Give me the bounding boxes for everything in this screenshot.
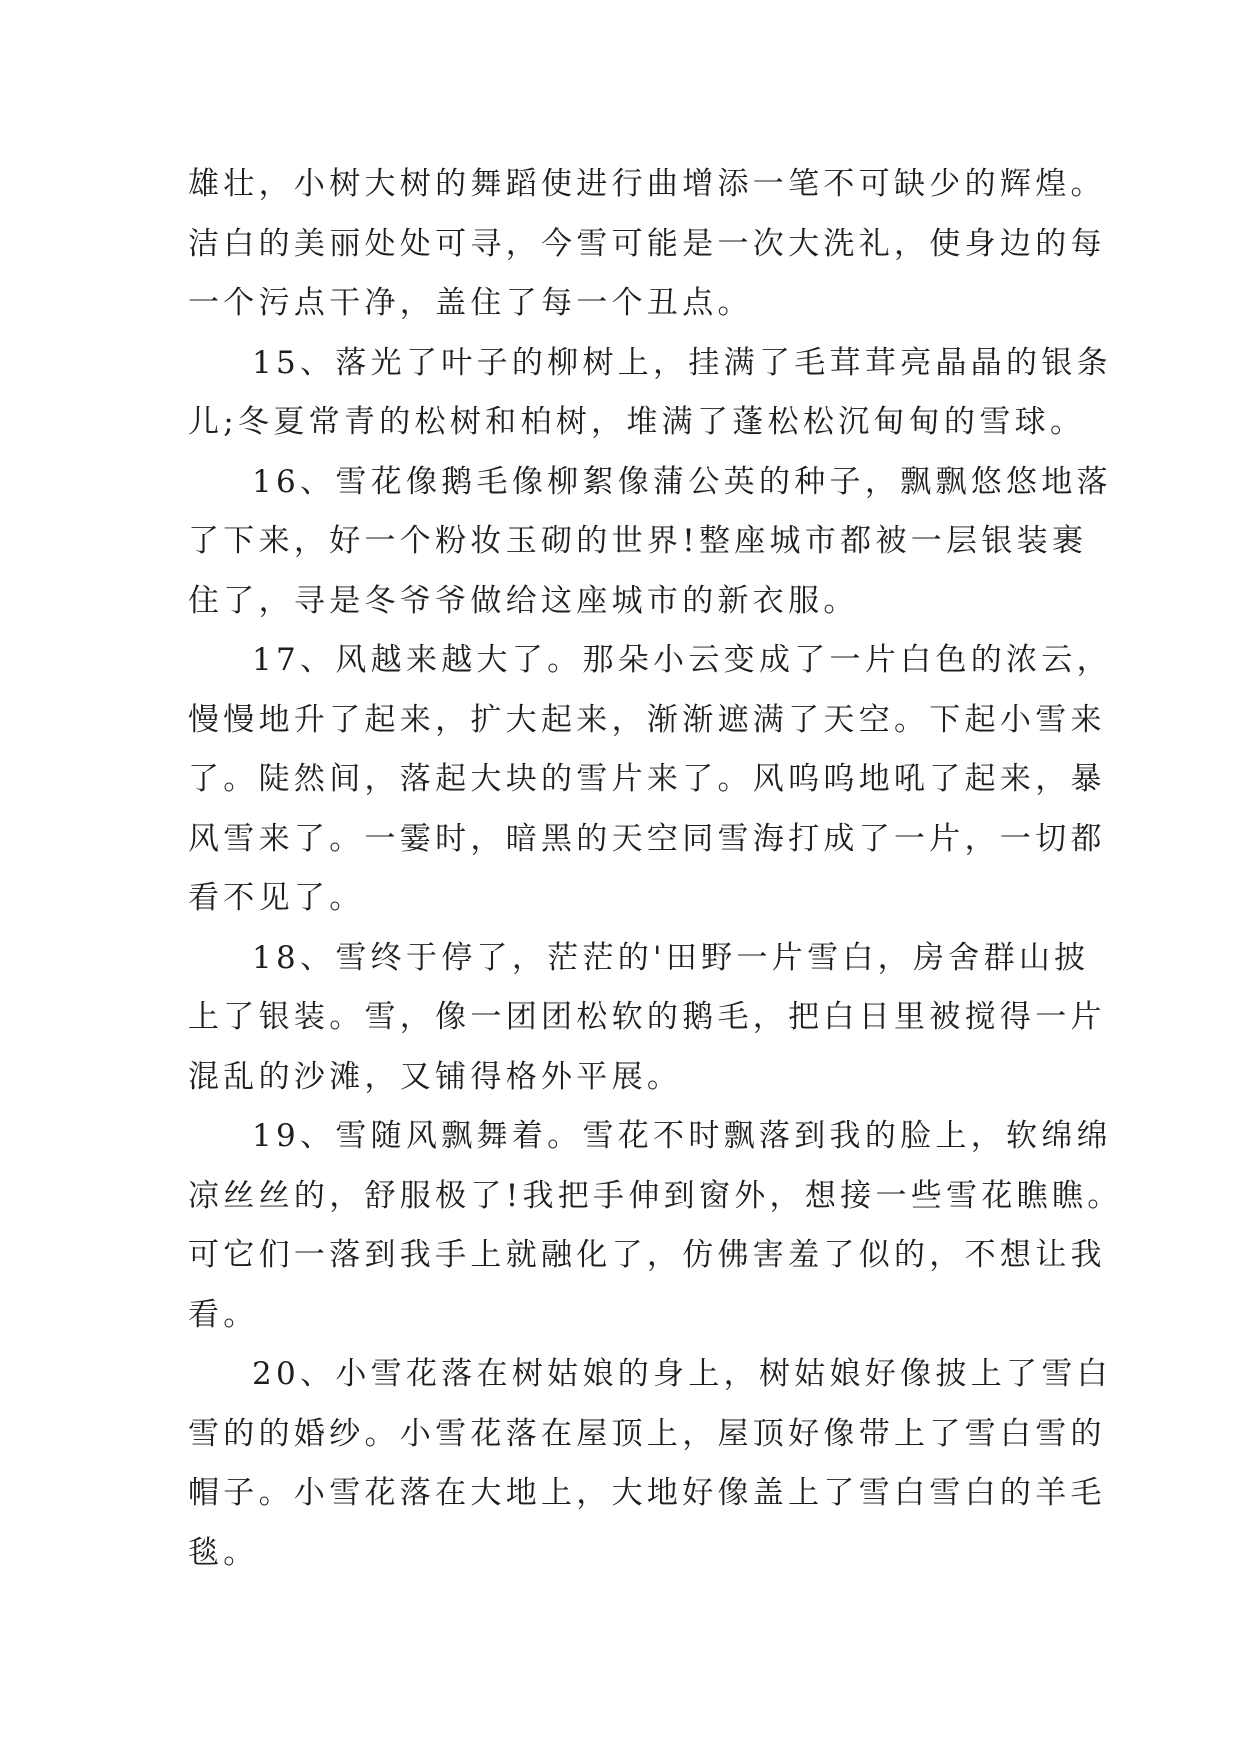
paragraph-19 — [188, 1107, 1123, 1345]
text-line: 慢慢地升了起来，扩大起来，渐渐遮满了天空。下起小雪来 — [188, 701, 1106, 738]
text-line: 帽子。小雪花落在大地上，大地好像盖上了雪白雪白的羊毛 — [188, 1475, 1106, 1511]
text-line: 上了银装。雪，像一团团松软的鹅毛，把白日里被搅得一片 — [188, 999, 1106, 1035]
text-line: 雄壮，小树大树的舞蹈使进行曲增添一笔不可缺少的辉煌。 — [188, 166, 1106, 202]
text-line: 20、小雪花落在树姑娘的身上，树姑娘好像披上了雪白 — [252, 1356, 1112, 1392]
text-line: 17、风越来越大了。那朵小云变成了一片白色的浓云， — [252, 642, 1112, 678]
text-line: 了下来，好一个粉妆玉砌的世界!整座城市都被一层银装裹 — [188, 523, 1088, 559]
document-body — [188, 155, 1123, 1583]
text-line: 洁白的美丽处处可寻，今雪可能是一次大洗礼，使身边的每 — [188, 225, 1106, 262]
paragraph-continuation — [188, 155, 1106, 334]
text-line: 19、雪随风飘舞着。雪花不时飘落到我的脸上，软绵绵 — [252, 1118, 1112, 1154]
text-line: 一个污点干净，盖住了每一个丑点。 — [188, 285, 753, 321]
text-line: 毯。 — [188, 1534, 259, 1571]
text-line: 16、雪花像鹅毛像柳絮像蒲公英的种子，飘飘悠悠地落 — [252, 463, 1112, 500]
text-line: 18、雪终于停了，茫茫的'田野一片雪白，房舍群山披 — [252, 939, 1090, 976]
text-line: 了。陡然间，落起大块的雪片来了。风呜呜地吼了起来，暴 — [188, 761, 1106, 797]
paragraph-15 — [188, 334, 1112, 453]
text-line: 雪的的婚纱。小雪花落在屋顶上，屋顶好像带上了雪白雪的 — [188, 1415, 1106, 1452]
text-line: 看不见了。 — [188, 880, 365, 916]
paragraph-16 — [188, 453, 1112, 632]
text-line: 混乱的沙滩，又铺得格外平展。 — [188, 1058, 683, 1095]
paragraph-17 — [188, 631, 1112, 929]
text-line: 住了，寻是冬爷爷做给这座城市的新衣服。 — [188, 582, 859, 619]
text-line: 儿;冬夏常青的松树和柏树，堆满了蓬松松沉甸甸的雪球。 — [188, 404, 1086, 440]
text-line: 15、落光了叶子的柳树上，挂满了毛茸茸亮晶晶的银条 — [252, 344, 1112, 381]
text-line: 风雪来了。一霎时，暗黑的天空同雪海打成了一片，一切都 — [188, 820, 1106, 857]
text-line: 看。 — [188, 1296, 259, 1333]
text-line: 凉丝丝的，舒服极了!我把手伸到窗外，想接一些雪花瞧瞧。 — [188, 1177, 1123, 1214]
paragraph-18 — [188, 929, 1106, 1108]
paragraph-20 — [188, 1345, 1112, 1583]
text-line: 可它们一落到我手上就融化了，仿佛害羞了似的，不想让我 — [188, 1237, 1106, 1273]
